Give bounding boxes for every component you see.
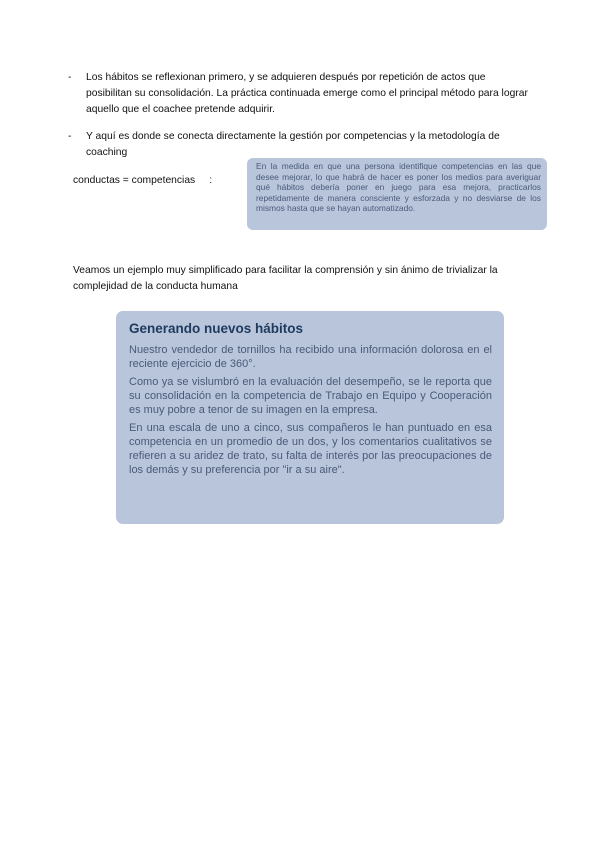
formula-text: conductas = competencias (73, 175, 196, 186)
example-box (116, 311, 504, 524)
example-paragraph: Como ya se vislumbró en la evaluación del desempeño, se le reporta que su consolidación en la competencia de Trabajo en Equipo y Cooperación es muy pobre a tenor de su imagen en la empresa. (129, 376, 492, 416)
intro-paragraph: Veamos un ejemplo muy simplificado para facilitar la comprensión y sin ánimo de trivializar la complejidad de la conducta humana (73, 265, 498, 292)
bullet-text: Y aquí es donde se conecta directamente la gestión por competencias y la metodología de coaching (86, 131, 500, 158)
bullet-item (68, 70, 528, 118)
bullet-marker: - (68, 72, 72, 83)
formula-colon: : (209, 175, 213, 186)
highlight-box (247, 158, 547, 230)
example-paragraph: Nuestro vendedor de tornillos ha recibido una información dolorosa en el reciente ejercicio de 360°. (129, 344, 492, 370)
highlight-box-text: En la medida en que una persona identifique competencias en las que desee mejorar, lo que habrá de hacer es poner los medios para averiguar qué hábitos debería poner en juego para esa mejora, practicarlos repetidamente de manera consciente y esforzada y no desviarse de los mismos hasta que se hayan automatizado. (256, 161, 541, 214)
example-box-title: Generando nuevos hábitos (129, 321, 304, 336)
formula-line (73, 174, 212, 188)
bullet-text: Los hábitos se reflexionan primero, y se adquieren después por repetición de actos que posibilitan su consolidación. La práctica continuada emerge como el principal método para lograr aquello que el coachee pretende adquirir. (86, 72, 528, 115)
bullet-marker: - (68, 131, 72, 142)
example-paragraph: En una escala de uno a cinco, sus compañeros le han puntuado en esa competencia en un promedio de un dos, y los comentarios cualitativos se refieren a su aridez de trato, su falta de interés por las preocupaciones de los demás y su preferencia por "ir a su aire". (129, 422, 492, 476)
bullet-item (68, 129, 528, 161)
